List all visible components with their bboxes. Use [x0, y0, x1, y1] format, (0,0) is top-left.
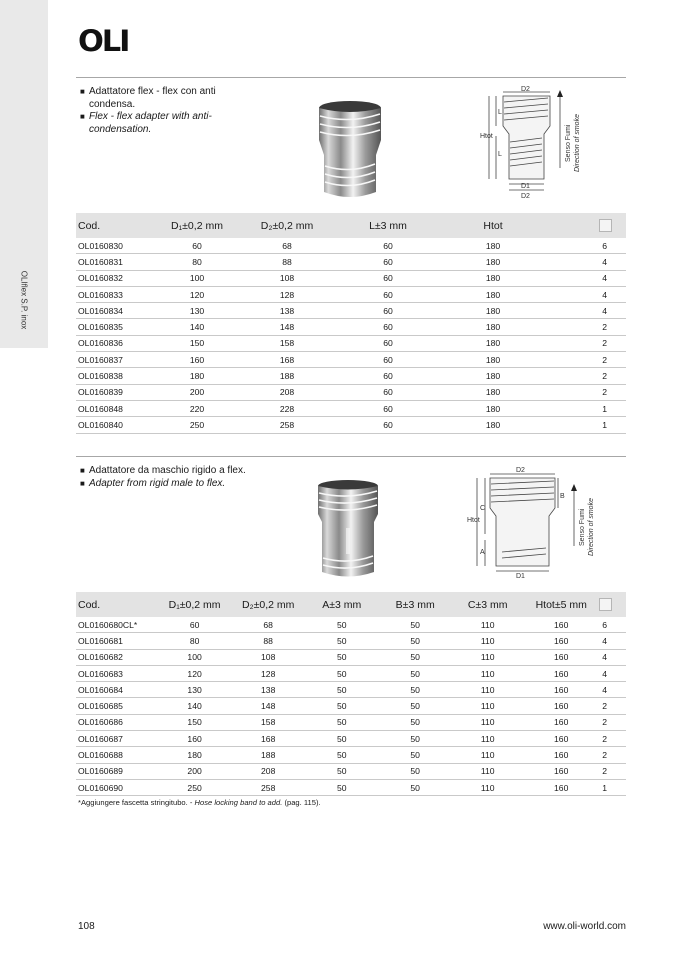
table-cell: 50	[378, 649, 451, 665]
diagram2-c-label: C	[480, 505, 486, 512]
desc-it-line-1: Adattatore flex - flex con anti	[89, 86, 216, 97]
diagram-smoke-it: Senso Fumi	[565, 124, 572, 162]
table-cell: 1	[599, 779, 626, 795]
table-cell: 4	[548, 286, 626, 302]
table-cell: 60	[338, 335, 438, 351]
table-row	[76, 400, 626, 416]
table-cell: 168	[231, 731, 305, 747]
table-cell: 208	[231, 763, 305, 779]
table-cell: 160	[523, 698, 599, 714]
bullet-icon: ■	[80, 87, 85, 96]
table-cell: 180	[438, 238, 548, 254]
col-htot: Htot±5 mm	[535, 598, 587, 611]
table-cell: 228	[236, 400, 338, 416]
footnote-sep: -	[187, 798, 195, 807]
footnote-it: *Aggiungere fascetta stringitubo.	[78, 798, 188, 807]
table-cell: 4	[599, 682, 626, 698]
table-cell: 160	[523, 714, 599, 730]
section1-description	[80, 86, 216, 136]
section2-rule	[76, 456, 626, 457]
diagram2-d1-label: D1	[516, 573, 525, 580]
table-cell: 80	[158, 254, 236, 270]
table-cell: 158	[231, 714, 305, 730]
table-cell: 4	[548, 270, 626, 286]
table-cell: OL0160689	[76, 763, 158, 779]
table-cell: OL0160684	[76, 682, 158, 698]
table-cell: 60	[338, 254, 438, 270]
arrow-up-icon	[557, 90, 563, 97]
footnote	[78, 798, 321, 807]
table-cell: 100	[158, 270, 236, 286]
table-cell: 180	[438, 335, 548, 351]
table-cell: OL0160832	[76, 270, 158, 286]
table-cell: 2	[548, 335, 626, 351]
table-cell: 2	[548, 352, 626, 368]
table-row	[76, 714, 626, 730]
table-cell: 160	[158, 731, 232, 747]
table-cell: 60	[338, 319, 438, 335]
table-cell: 138	[231, 682, 305, 698]
table-cell: OL0160833	[76, 286, 158, 302]
table-cell: 140	[158, 698, 232, 714]
table-row	[76, 665, 626, 681]
table-cell: 180	[438, 368, 548, 384]
table-cell: 50	[305, 617, 378, 633]
table-cell: 100	[158, 649, 232, 665]
table-cell: 50	[378, 633, 451, 649]
diagram-l-top-label: L	[498, 109, 502, 116]
section2-description	[80, 465, 246, 490]
table-cell: 1	[548, 417, 626, 433]
table-cell: 180	[438, 400, 548, 416]
table-cell: 258	[231, 779, 305, 795]
col-d2: D₂±0,2 mm	[260, 219, 314, 232]
table-row	[76, 368, 626, 384]
table-cell: OL0160840	[76, 417, 158, 433]
table-cell: 4	[599, 665, 626, 681]
table-cell: 180	[158, 368, 236, 384]
table-cell: 88	[236, 254, 338, 270]
table-cell: 2	[548, 368, 626, 384]
col-c: C±3 mm	[467, 598, 508, 611]
table-cell: 168	[236, 352, 338, 368]
desc-en-line-2: condensation.	[89, 123, 152, 135]
table-cell: 110	[452, 714, 523, 730]
table-cell: 50	[378, 682, 451, 698]
table-row	[76, 763, 626, 779]
table-row	[76, 286, 626, 302]
table-row	[76, 319, 626, 335]
table-cell: OL0160836	[76, 335, 158, 351]
col-d2: D₂±0,2 mm	[241, 598, 295, 611]
diagram-d1-label: D1	[521, 183, 530, 190]
rigid-adapter-photo	[312, 478, 384, 583]
diagram-d2-label: D2	[521, 86, 530, 93]
table-cell: OL0160681	[76, 633, 158, 649]
diagram-l-bottom-label: L	[498, 151, 502, 158]
table-cell: 50	[378, 665, 451, 681]
table-cell: 200	[158, 763, 232, 779]
side-label: OLIflex S.P. inox	[19, 270, 29, 330]
footnote-en: Hose locking band to add.	[194, 798, 283, 807]
table-cell: 140	[158, 319, 236, 335]
table-cell: OL0160686	[76, 714, 158, 730]
table-cell: 50	[305, 779, 378, 795]
table-cell: 208	[236, 384, 338, 400]
page-number: 108	[78, 921, 95, 932]
table-cell: 250	[158, 779, 232, 795]
table-row	[76, 617, 626, 633]
table-cell: 120	[158, 286, 236, 302]
table-cell: 180	[438, 384, 548, 400]
table-cell: 50	[378, 763, 451, 779]
table-cell: 130	[158, 682, 232, 698]
table-cell: 258	[236, 417, 338, 433]
table-row	[76, 747, 626, 763]
diagram2-b-label: B	[560, 493, 565, 500]
col-pack	[548, 213, 626, 238]
diagram2-d2-label: D2	[516, 467, 525, 474]
table-cell: 220	[158, 400, 236, 416]
table-cell: 60	[338, 368, 438, 384]
table-cell: 60	[338, 400, 438, 416]
rigid-adapter-diagram	[466, 462, 596, 580]
footnote-ref: (pag. 115).	[282, 798, 321, 807]
table-cell: 180	[438, 254, 548, 270]
col-htot: Htot	[483, 219, 503, 232]
diagram2-htot-label: Htot	[467, 517, 480, 524]
table-cell: 50	[378, 731, 451, 747]
table-cell: 110	[452, 682, 523, 698]
table-cell: 180	[438, 286, 548, 302]
table-cell: 130	[158, 303, 236, 319]
table-cell: 150	[158, 714, 232, 730]
table-cell: 160	[523, 779, 599, 795]
table-cell: 50	[305, 731, 378, 747]
table-cell: 128	[231, 665, 305, 681]
table-cell: 150	[158, 335, 236, 351]
table-cell: 180	[438, 417, 548, 433]
website-link[interactable]: www.oli-world.com	[543, 921, 626, 932]
table-cell: 110	[452, 763, 523, 779]
table-cell: 188	[231, 747, 305, 763]
table-cell: OL0160835	[76, 319, 158, 335]
table-row	[76, 303, 626, 319]
table-cell: 160	[523, 649, 599, 665]
desc-en-line-1: Flex - flex adapter with anti-	[89, 111, 212, 122]
table-cell: 188	[236, 368, 338, 384]
table-cell: 60	[158, 617, 232, 633]
table-cell: 160	[523, 747, 599, 763]
table-cell: 110	[452, 649, 523, 665]
table-cell: 138	[236, 303, 338, 319]
col-pack	[599, 592, 626, 617]
table-cell: OL0160685	[76, 698, 158, 714]
table-row	[76, 779, 626, 795]
table-header-row	[76, 592, 626, 617]
table-cell: 160	[523, 731, 599, 747]
table-cell: 60	[338, 270, 438, 286]
table-cell: 160	[523, 763, 599, 779]
diagram-htot-label: Htot	[480, 133, 493, 140]
col-b: B±3 mm	[395, 598, 435, 611]
table-cell: 6	[548, 238, 626, 254]
table-cell: 180	[438, 303, 548, 319]
table-cell: OL0160839	[76, 384, 158, 400]
table-cell: 180	[438, 319, 548, 335]
table-cell: 88	[231, 633, 305, 649]
table-cell: 50	[305, 633, 378, 649]
table-cell: 6	[599, 617, 626, 633]
table-cell: 2	[548, 384, 626, 400]
flex-adapter-table	[76, 213, 626, 434]
table-row	[76, 731, 626, 747]
table-cell: 110	[452, 665, 523, 681]
table-row	[76, 335, 626, 351]
col-cod: Cod.	[78, 219, 101, 232]
table-cell: OL0160687	[76, 731, 158, 747]
table-cell: OL0160688	[76, 747, 158, 763]
table-cell: 4	[599, 649, 626, 665]
bullet-icon: ■	[80, 478, 85, 488]
table-cell: 110	[452, 779, 523, 795]
table-cell: 160	[158, 352, 236, 368]
table-cell: OL0160830	[76, 238, 158, 254]
diagram-d2-bottom-label: D2	[521, 193, 530, 200]
table-cell: 108	[236, 270, 338, 286]
table-cell: 128	[236, 286, 338, 302]
table-cell: 2	[548, 319, 626, 335]
table-row	[76, 352, 626, 368]
table-cell: 60	[338, 238, 438, 254]
table-cell: OL0160834	[76, 303, 158, 319]
brand-logo: OLI	[78, 24, 129, 58]
table-cell: 50	[305, 682, 378, 698]
table-cell: 50	[305, 698, 378, 714]
diagram2-a-label: A	[480, 549, 485, 556]
col-cod: Cod.	[78, 598, 101, 611]
table-row	[76, 698, 626, 714]
rigid-adapter-table	[76, 592, 626, 796]
table-row	[76, 254, 626, 270]
col-d1: D₁±0,2 mm	[168, 598, 221, 611]
table-cell: 50	[305, 665, 378, 681]
table-cell: 50	[378, 714, 451, 730]
table-cell: 180	[158, 747, 232, 763]
flex-adapter-photo	[312, 100, 388, 203]
col-d1: D₁±0,2 mm	[171, 219, 223, 232]
box-icon	[599, 219, 612, 232]
table-cell: 160	[523, 617, 599, 633]
table-cell: 2	[599, 698, 626, 714]
table-cell: 50	[378, 779, 451, 795]
table-cell: 180	[438, 270, 548, 286]
table-cell: 60	[158, 238, 236, 254]
table-row	[76, 649, 626, 665]
table-cell: 160	[523, 633, 599, 649]
box-icon	[599, 598, 612, 611]
side-tab	[0, 0, 48, 348]
table-cell: 80	[158, 633, 232, 649]
table-cell: 1	[548, 400, 626, 416]
table-cell: OL0160682	[76, 649, 158, 665]
table-cell: OL0160683	[76, 665, 158, 681]
table-cell: 110	[452, 617, 523, 633]
table-cell: 180	[438, 352, 548, 368]
table-cell: 110	[452, 633, 523, 649]
bullet-icon: ■	[80, 112, 85, 121]
table-cell: 50	[378, 617, 451, 633]
section1-rule	[76, 77, 626, 78]
table-cell: 50	[305, 714, 378, 730]
table-cell: OL0160837	[76, 352, 158, 368]
table-header-row	[76, 213, 626, 238]
table-cell: 68	[231, 617, 305, 633]
table-cell: 2	[599, 747, 626, 763]
table-row	[76, 238, 626, 254]
table-row	[76, 633, 626, 649]
table-cell: 4	[599, 633, 626, 649]
bullet-icon: ■	[80, 466, 85, 475]
diagram2-smoke-en: Direction of smoke	[588, 498, 595, 556]
table-row	[76, 682, 626, 698]
table-cell: 50	[378, 747, 451, 763]
table-cell: 2	[599, 731, 626, 747]
table-cell: 110	[452, 731, 523, 747]
table-cell: 2	[599, 714, 626, 730]
table-cell: 158	[236, 335, 338, 351]
table-cell: 148	[231, 698, 305, 714]
desc2-en-line-1: Adapter from rigid male to flex.	[89, 477, 226, 489]
table-cell: 160	[523, 665, 599, 681]
table-cell: 4	[548, 303, 626, 319]
table-cell: 50	[378, 698, 451, 714]
table-cell: 4	[548, 254, 626, 270]
flex-adapter-diagram	[478, 84, 588, 208]
table-cell: 120	[158, 665, 232, 681]
table-cell: 50	[305, 763, 378, 779]
desc2-it-line-1: Adattatore da maschio rigido a flex.	[89, 465, 246, 476]
table-cell: 110	[452, 747, 523, 763]
table-cell: OL0160831	[76, 254, 158, 270]
table-cell: 50	[305, 747, 378, 763]
arrow-up-icon	[571, 484, 577, 491]
table-cell: 68	[236, 238, 338, 254]
table-cell: 200	[158, 384, 236, 400]
table-row	[76, 417, 626, 433]
table-cell: 148	[236, 319, 338, 335]
table-cell: 110	[452, 698, 523, 714]
table-cell: 60	[338, 352, 438, 368]
table-cell: 2	[599, 763, 626, 779]
table-cell: OL0160848	[76, 400, 158, 416]
table-cell: 60	[338, 384, 438, 400]
table-cell: 250	[158, 417, 236, 433]
diagram2-smoke-it: Senso Fumi	[579, 508, 586, 546]
table-cell: OL0160680CL*	[76, 617, 158, 633]
col-a: A±3 mm	[322, 598, 362, 611]
table-cell: OL0160690	[76, 779, 158, 795]
table-cell: OL0160838	[76, 368, 158, 384]
table-row	[76, 384, 626, 400]
table-cell: 50	[305, 649, 378, 665]
col-l: L±3 mm	[369, 219, 407, 232]
diagram-smoke-en: Direction of smoke	[574, 114, 581, 172]
table-cell: 160	[523, 682, 599, 698]
table-cell: 60	[338, 303, 438, 319]
table-cell: 108	[231, 649, 305, 665]
table-cell: 60	[338, 417, 438, 433]
table-cell: 60	[338, 286, 438, 302]
table-row	[76, 270, 626, 286]
desc-it-line-2: condensa.	[89, 98, 136, 110]
